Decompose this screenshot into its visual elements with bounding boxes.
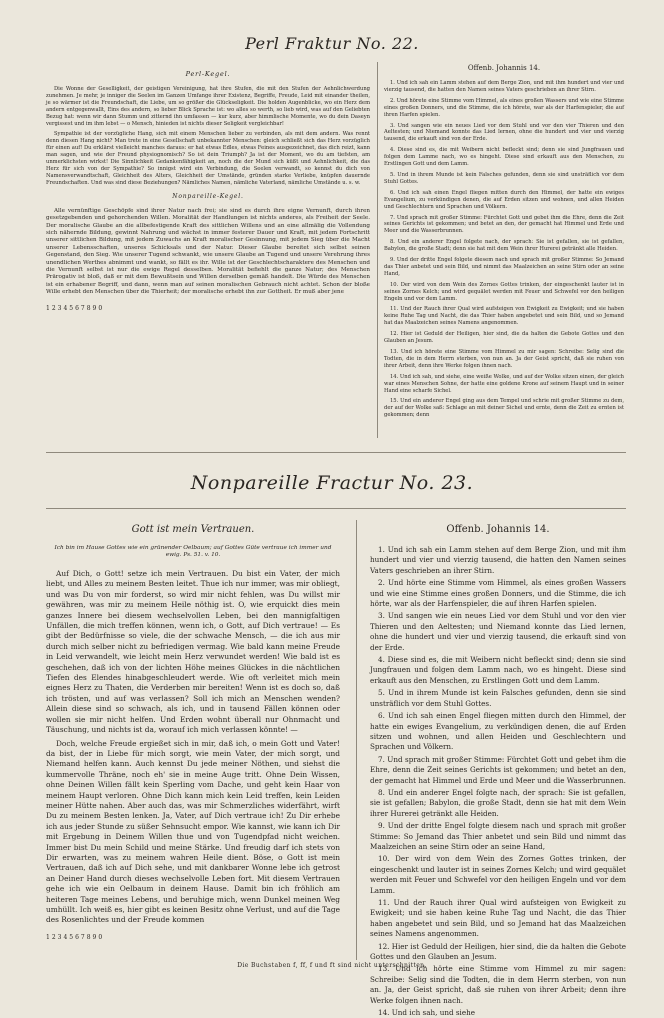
verse: 5. Und in ihrem Munde ist kein Falsches gefunden, denn sie sind unsträflich vor dem Stuhl Gottes. (384, 171, 624, 185)
column-divider (356, 520, 357, 960)
verse: 1. Und ich sah ein Lamm stehen auf dem Berge Zion, und mit ihm hundert und vier und vierzig tausend, die hatten den Namen seines Vaters geschrieben an ihrer Stirn. (370, 545, 626, 575)
verse: 5. Und in ihrem Munde ist kein Falsches gefunden, denn sie sind unsträflich vor dem Stuhl Gottes. (370, 688, 626, 708)
verse: 9. Und der dritte Engel folgete diesem nach und sprach mit großer Stimme: So Jemand das Thier anbetet und sein Bild, und nimmt das Maalzeichen an seine Stirn oder an seine Hand, (384, 257, 624, 277)
paragraph: Auf Dich, o Gott! setze ich mein Vertrauen. Du bist ein Vater, der mich liebt, und Alles zu meinem Besten leitet. Thue ich nur immer, was mir obliegt, und was Du von mir forderst, so wird mir nicht fehlen, was Du willst mir gewähren, was mir zu meinem Heile nöthig ist. O, wie erquickt dies mein ganzes Innere bei diesem wechselvollen Leben, bei den mannigfaltigen Unfällen, die mich treffen können, wenn ich, o Gott, auf Dich vertraue! — Es gibt der Bedürfnisse so viele, die der schwache Mensch, — die ich aus mir durch mich selber nicht zu befriedigen vermag. Wie bald kann meine Freude in Leid verwandelt, wie leicht mein Herz verwundet werden! Wie bald ist es geschehen, daß ich von der lichten Höhe meines Glückes in die nächtlichen Tiefen des Elendes hinabgeschleudert werde. Wie oft verleitet mich mein eignes Herz zu Thaten, die Verderben mir bereiten! Wenn ist es doch so, daß ich trösten, und auf was verlassen? Soll ich mich an Menschen wenden? Allein diese sind so schwach, als ich, und in tausend Fällen können oder wollen sie mir nicht helfen. Und Erden wohnt überall nur Ohnmacht und Täuschung, und nichts ist da, worauf ich mich verlassen könnte! — (46, 569, 340, 735)
motto: Ich bin im Hause Gottes wie ein grünender Oelbaum; auf Gottes Güte vertraue ich immer und ewig. Ps. 51. v. 10. (54, 545, 332, 558)
verse: 13. Und ich hörte eine Stimme vom Himmel zu mir sagen: Schreibe: Selig sind die Todten, die in dem Herrn sterben, von nun an. Ja, der Geist spricht, daß sie ruhen von ihrer Arbeit; denn ihre Werke folgen ihnen nach. (370, 964, 626, 1005)
verse: 11. Und der Rauch ihrer Qual wird aufsteigen von Ewigkeit zu Ewigkeit; und sie haben keine Ruhe Tag und Nacht, die das Thier haben angebetet und sein Bild, und so Jemand hat das Maalzeichen seines Namens angenommen. (384, 306, 624, 327)
verse: 11. Und der Rauch ihrer Qual wird aufsteigen von Ewigkeit zu Ewigkeit; und sie haben keine Ruhe Tag und Nacht, die das Thier haben angebetet und sein Bild, und so Jemand hat das Maalzeichen seines Namens angenommen. (370, 898, 626, 939)
column-heading: Offenb. Johannis 14. (467, 64, 541, 72)
numerals-sample: 1234567890 (46, 304, 105, 312)
verse: 4. Diese sind es, die mit Weibern nicht befleckt sind; denn sie sind Jungfrauen und folgen dem Lamm nach, wo es hingeht. Diese sind erkauft aus den Menschen, zu Erstlingen Gott und dem Lamm. (370, 655, 626, 685)
section-divider (46, 508, 626, 509)
verse: 13. Und ich hörete eine Stimme vom Himmel zu mir sagen: Schreibe: Selig sind die Todten, die in dem Herrn sterben, von nun an. Ja der Geist spricht, daß sie ruhen von ihrer Arbeit, denn ihre Werke folgen ihnen nach. (384, 349, 624, 369)
verse: 12. Hier ist Geduld der Heiligen, hier sind, die da halten die Gebote Gottes und den Glauben an Jesum. (384, 331, 624, 345)
verse: 9. Und der dritte Engel folgte diesem nach und sprach mit großer Stimme: So Jemand das Thier anbetet und sein Bild und nimmt das Maalzeichen an seine Stirn oder an seine Hand, (370, 821, 626, 851)
verse: 7. Und sprach mit großer Stimme: Fürchtet Gott und gebet ihm die Ehre, denn die Zeit seines Gerichts ist gekommen; und betet an den, der gemacht hat Himmel und Erde und Meer und die Wasserbrunnen. (370, 754, 626, 785)
numerals-sample: 1234567890 (46, 933, 105, 941)
verse: 10. Der wird von dem Wein des Zornes Gottes trinken, der eingeschenkt lauter ist in seines Zornes Kelch; und wird gequälet werden mit Feuer und Schwefel vor den heiligen Engeln und vor dem Lamm. (384, 281, 624, 302)
paragraph: Die Wonne der Geselligkeit, der geistigen Vereinigung, hat ihre Stufen, die mit den Stufen der Aehnlichwerdung zunehmen. Je mehr, je inniger die Seelen im Ganzen Umfange ihrer Existenz, Begriffe, Freude, Leid mit einander theilen, je so wärmer ist die Freundschaft, die Liebe, um so größer die Glückseligkeit. Die holden Augenblicke, wo ein Herz dem andern entgegenwallt, Eins des andern, so lieber Blick Sprache ist: wo alles so werth, so lieb wird, was auf den Geliebten Bezug hat: wenn wir dann Stumm und zitternd ihn umfassen — kur kurz, aber himmlische Momente, wo du dein Daseyn vergissest und im ihm lebst — o Mensch, hinieden ist nichts dieser Seligkeit vergleichbar! (46, 86, 370, 127)
verse: 8. Und ein anderer Engel folgete nach, der sprach: Sie ist gefallen, sie ist gefallen, Babylon, die große Stadt; denn sie hat mit dem Wein ihrer Hurerei getränkt alle Heiden. (384, 239, 624, 253)
footer-note: Die Buchstaben f, ff, f und ft sind nicht unterschnitten. (237, 962, 427, 969)
verse: 6. Und ich sah einen Engel fliegen mitten durch den Himmel, der hatte ein ewiges Evangelium, zu verkündigen denen, die auf Erden sitzen und wohnen, und allen Heiden und Geschlechtern und Sprachen und Völkern. (370, 711, 626, 752)
column-heading: Offenb. Johannis 14. (446, 524, 550, 535)
perl-right-column (384, 64, 624, 434)
paragraph: Sympathie ist der vorzügliche Hang, sich mit einem Menschen lieber zu verbinden, als mit dem andern. Was rennt denn diesen Hang nicht? Man trete in eine Gesellschaft unbekannter Menschen: gleich schließt sich das Herz vorzüglich für einen auf! Du erklärst vielleicht manches daraus: er hat etwas Edles, etwas Feines ausgezeichnet, das dich reizt, kann man sagen, und wie der Freund physiognomisch? So ist dein Triumph? Ja ist der Moment, wo du am tiefsten, am unmerklichsten wirkst! Die Sinnlichkeit Gedankenfähigkeit an, noch die der Mund sich küßt und Aehnlichkeit, die das Herz für sich von der Sympathie? So innigst wird ein Verbindung, die Seelen verwandt, so kennst du dich von Namensverwandtschaft, Gleichheit des Alters, Gleichheit der Umstände, gründen starke Verliebe, knüpfen dauernde Freundschaften. Und was sind diese Beziehungen? Nämliches Namen, nämliche Vaterland, nämliche Umstände u. s. w. (46, 131, 370, 186)
verse: 7. Und sprach mit großer Stimme: Fürchtet Gott und gebet ihm die Ehre, denn die Zeit seines Gerichts ist gekommen; und betet an den, der gemacht hat Himmel und Erde und Meer und die Wasserbrunnen. (384, 214, 624, 235)
verse: 3. Und sangen wie ein neues Lied vor dem Stuhl und vor den vier Thieren und den Aeltesten; und Niemand konnte das Lied lernen, ohne die hundert und vier und vierzig tausend, die erkauft sind von der Erde. (384, 122, 624, 143)
verse: 14. Und ich sah, und siehe (378, 1008, 475, 1018)
verse: 2. Und hörte eine Stimme vom Himmel, als eines großen Wassers und wie eine Stimme eines großen Donners, und die Stimme, die ich hörte, war als der Harfenspieler, die auf ihren Harfen spielen. (370, 578, 626, 609)
verse: 14. Und ich sah, und siehe, eine weiße Wolke, und auf der Wolke sitzen einen, der gleich war eines Menschen Sohne, der hatte eine goldene Krone auf seinem Haupt und in seiner Hand eine scharfe Sichel. (384, 373, 624, 394)
section-title-nonpareille-fractur: Nonpareille Fractur No. 23. (190, 472, 474, 494)
verse: 12. Hier ist Geduld der Heiligen, hier sind, die da halten die Gebote Gottes und den Glauben an Jesum. (370, 941, 626, 962)
verse: 10. Der wird von dem Wein des Zornes Gottes trinken, der eingeschenkt und lauter ist in seines Zornes Kelch; und wird gequälet werden mit Feuer und Schwefel vor den heiligen Engeln und vor dem Lamm. (370, 854, 626, 895)
subhead-nonpareille-kegel: Nonpareille-Kegel. (172, 192, 244, 200)
column-heading: Gott ist mein Vertrauen. (131, 524, 255, 535)
nonpareille-left-column (46, 524, 340, 956)
perl-left-column (46, 64, 370, 434)
verse: 1. Und ich sah ein Lamm stehen auf dem Berge Zion, und mit ihm hundert und vier und vierzig tausend, die hatten den Namen seines Vaters geschrieben an ihrer Stirn. (384, 80, 624, 93)
verse: 15. Und ein anderer Engel ging aus dem Tempel und schrie mit großer Stimme zu dem, der auf der Wolke saß: Schlage an mit deiner Sichel und ernte, denn die Zeit zu ernten ist gekommen; denn (384, 398, 624, 419)
verse: 4. Diese sind es, die mit Weibern nicht befleckt sind; denn sie sind Jungfrauen und folgen dem Lamme nach, wo es hingeht. Diese sind erkauft aus den Menschen, zu Erstlingen Gott und dem Lamm. (384, 147, 624, 168)
verse: 3. Und sangen wie ein neues Lied vor dem Stuhl und vor den vier Thieren und den Aeltesten; und Niemand konnte das Lied lernen, ohne die hundert und vier und vierzig tausend, die erkauft sind von der Erde. (370, 611, 626, 652)
verse: 2. Und hörete eine Stimme vom Himmel, als eines großen Wassers und wie eine Stimme eines großen Donners, und die Stimme, die ich hörete, war als der Harfenspieler, die auf ihren Harfen spielen. (384, 97, 624, 118)
section-title-perl-fraktur: Perl Fraktur No. 22. (245, 34, 419, 53)
paragraph: Doch, welche Freude ergießet sich in mir, daß ich, o mein Gott und Vater! da bist, der in Liebe für mich sorgt, wie mein Vater, der mich sorgt, und Niemand helfen kann. Auch kennst Du jede meiner Nöthen, und siehst die kummervolle Thräne, noch eh' sie in meine Auge tritt. Ohne Dein Wissen, ohne Deinen Willen fällt kein Sperling vom Dache, und geht kein Haar von meinem Haupt verloren. Ohne Dich kann mich kein Leid treffen, kein Leiden meiner Hütte nahen. Aber auch das, was mir Schmerzliches widerfährt, wirft Du zu meinem Besten lenken. Ja, Vater, auf Dich vertraue ich! Zu Dir erhebe ich aus jeder Stunde zu süßer Sehnsucht empor. Wie kannst, wie kann ich Dir mit Ergebung in Deinem Willen thue und von Tugendpfad nicht weichen. Immer bist Du mein Schild und meine Stärke. Und freudig darf ich stets von Dir erwarten, was zu meinem wahren Heile dient. Böse, o Gott ist mein Vertrauen, daß ich auf Dich sehe, und mit dankbarer Wonne lebe ich getrost an Deiner Hand durch dieses wechselvolle Leben fort. Mit diesem Vertrauen gehe ich wie ein Oelbaum in deinem Hause. Damit bin ich fröhlich am heiteren Tage meines Lebens, und beruhige mich, wenn Dunkel meinen Weg umhüllt. Ich weiß es, hier gibt es keinen Besitz ohne Verlust, und auf die Tage des Rosenlichtes und der Freude kommen (46, 738, 340, 925)
subhead-perl-kegel: Perl-Kegel. (185, 70, 231, 78)
verse: 6. Und ich sah einen Engel fliegen mitten durch den Himmel, der hatte ein ewiges Evangelium, zu verkündigen denen, die auf Erden sitzen und wohnen, und allen Heiden und Geschlechtern und Sprachen und Völkern. (384, 189, 624, 210)
verse: 8. Und ein anderer Engel folgte nach, der sprach: Sie ist gefallen, sie ist gefallen; Babylon, die große Stadt, denn sie hat mit dem Wein ihrer Hurerei getränkt alle Heiden. (370, 787, 626, 818)
column-divider (377, 62, 378, 438)
nonpareille-right-column (370, 524, 626, 1018)
section-divider (46, 452, 626, 453)
paragraph: Alle vernünftige Geschöpfe sind ihrer Natur nach frei; sie sind es durch ihre eigne Vernunft, durch ihren gesetzgebenden und gehorchenden Willen. Moralität der Handlungen ist nichts anderes, als Freiheit der Seele. Der moralische Glaube an die allbefestigende Kraft des sittlichen Willens und an eine allmälig die Vollendung sich nähernde Bildung, gewinnt Nahrung und wächst in immer festerer Dauer und Kraft, mit jedem Fortschritt unserer sittlichen Bildung, mit jedem Zuwachs an Kraft moralischer Gesinnung, mit jedem Sieg über die Macht unserer Lebensschaften, unseres Schicksals und der Natur. Dieser Glaube bereitet sich selbst seinen Gegenstand, den Sieg. Wie unserer Tugend schwankt, wie unsere Glaube an Tugend und unsere Verehrung ihres unendlichen Werthes abnimmt und wankt, so fällt es ihr. Wille ist der Geschlechtscharaktere des Menschen und die Vernunft selbst ist nur die ewige Regel desselben. Moralität befiehlt die ganze Natur; des Menschen Prärogativ ist bloß, daß er mit dem Bewußtsein und Willen derselben gemäß handelt. Die Würde des Menschen ist ein erhabener Begriff, und dann, wenn man auf seinen moralischen Gebrauch nicht achtet. Schon der bloße Wille erhebt den Menschen über die Thierheit; der moralische erhebt ihn zur Gottheit. Er muß aber jene (46, 207, 370, 296)
